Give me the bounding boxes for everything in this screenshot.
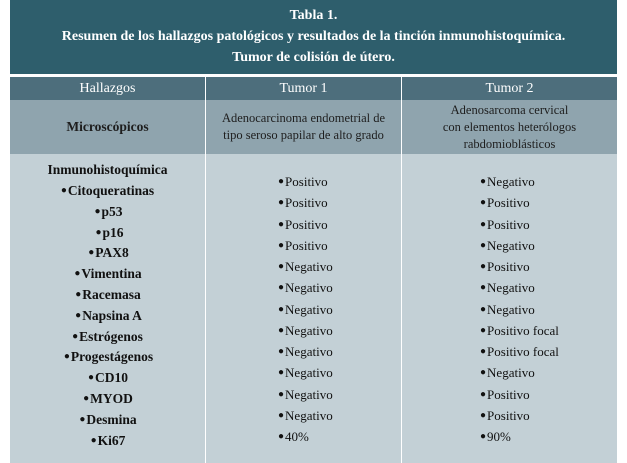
ihc-marker-name: PAX8	[95, 245, 129, 261]
bullet-icon: ●	[83, 392, 90, 404]
bullet-icon: ●	[278, 197, 285, 209]
tumor-1-result-row	[278, 192, 333, 213]
bullet-icon: ●	[278, 409, 285, 421]
tumor-1-result-value: 40%	[285, 429, 309, 444]
bullet-icon: ●	[480, 282, 487, 294]
tumor-2-result-value: Positivo focal	[487, 322, 559, 338]
tumor-1-result-value: Negativo	[285, 280, 333, 296]
tumor-1-result-row	[278, 384, 333, 405]
ihc-marker-name: p53	[101, 203, 123, 219]
ihc-marker-row	[10, 201, 205, 222]
tumor-1-result-value: Positivo	[285, 174, 328, 189]
ihc-marker-row	[10, 180, 205, 201]
tumor-1-result-row	[278, 171, 333, 192]
bullet-icon: ●	[480, 346, 487, 357]
tumor-2-result-row	[480, 362, 559, 383]
bullet-icon: ●	[480, 218, 487, 230]
ihc-marker-row	[10, 263, 205, 284]
table-title-bar	[10, 0, 617, 74]
tumor-1-result-value: Positivo	[285, 195, 328, 211]
bullet-icon: ●	[480, 324, 487, 336]
ihc-marker-name: Ki67	[97, 432, 126, 448]
tumor-2-result-value: Positivo	[487, 195, 530, 211]
tumor-1-result-row	[278, 235, 333, 256]
bullet-icon: ●	[75, 309, 82, 321]
bullet-icon: ●	[278, 218, 285, 230]
tumor-1-result-value: Positivo	[285, 237, 328, 253]
table-subcaption: Tumor de colisión de útero.	[232, 50, 395, 65]
bullet-icon: ●	[278, 367, 285, 379]
tumor-2-result-row	[480, 384, 559, 405]
ihc-marker-row	[10, 388, 205, 409]
tumor-2-result-value: Positivo focal	[487, 344, 559, 359]
tumor-1-result-value: Negativo	[285, 322, 333, 338]
microscopic-label: Microscópicos	[66, 119, 149, 134]
ihc-marker-row	[10, 242, 205, 263]
microscopic-tumor-1-cell	[206, 100, 401, 154]
bullet-icon: ●	[88, 247, 95, 259]
tumor-2-result-row	[480, 192, 559, 213]
bullet-icon: ●	[278, 176, 285, 187]
bullet-icon: ●	[480, 176, 487, 187]
bullet-icon: ●	[95, 226, 102, 238]
bullet-icon: ●	[278, 431, 285, 442]
ihc-marker-row	[10, 430, 205, 451]
tumor-2-result-row	[480, 299, 559, 320]
tumor-1-result-row	[278, 341, 333, 362]
ihc-marker-name: Progestágenos	[70, 349, 154, 365]
bullet-icon: ●	[278, 239, 285, 251]
ihc-marker-row	[10, 367, 205, 388]
tumor-2-result-value: 90%	[487, 429, 511, 444]
tumor-2-result-row	[480, 235, 559, 256]
bullet-icon: ●	[74, 268, 81, 280]
ihc-marker-row	[10, 346, 205, 367]
tumor-2-result-value: Positivo	[487, 386, 530, 402]
microscopic-tumor-1-line: tipo seroso papilar de alto grado	[223, 128, 384, 142]
tumor-1-result-row	[278, 362, 333, 383]
tumor-1-result-row	[278, 256, 333, 277]
tumor-2-result-row	[480, 341, 559, 362]
microscopic-label-cell	[10, 100, 205, 154]
bullet-icon: ●	[480, 261, 487, 272]
bullet-icon: ●	[63, 351, 70, 363]
bullet-icon: ●	[480, 388, 487, 400]
bullet-icon: ●	[278, 388, 285, 400]
tumor-1-result-value: Negativo	[285, 344, 333, 359]
bullet-icon: ●	[278, 282, 285, 294]
column-header-hallazgos: Hallazgos	[10, 77, 205, 100]
tumor-2-result-row	[480, 256, 559, 277]
ihc-marker-name: Vimentina	[81, 266, 142, 282]
ihc-marker-row	[10, 222, 205, 243]
bullet-icon: ●	[90, 434, 97, 446]
microscopic-tumor-2-line: rabdomioblásticos	[463, 136, 556, 151]
column-header-tumor-2: Tumor 2	[402, 77, 617, 100]
tumor-1-results-cell	[206, 154, 401, 463]
bullet-icon: ●	[480, 367, 487, 379]
ihc-marker-row	[10, 409, 205, 430]
tumor-2-result-row	[480, 405, 559, 426]
table-caption: Resumen de los hallazgos patológicos y resultados de la tinción inmunohistoquímica.	[61, 29, 566, 44]
ihc-marker-name: Desmina	[86, 411, 137, 427]
tumor-1-result-row	[278, 405, 333, 426]
tumor-1-results-list	[278, 171, 333, 447]
ihc-marker-row	[10, 305, 205, 326]
tumor-1-result-value: Negativo	[285, 301, 333, 317]
ihc-marker-list	[10, 159, 205, 450]
bullet-icon: ●	[480, 409, 487, 421]
tumor-2-result-value: Negativo	[487, 301, 535, 317]
table-number: Tabla 1.	[289, 8, 338, 23]
bullet-icon: ●	[75, 288, 82, 300]
bullet-icon: ●	[79, 413, 86, 425]
tumor-2-result-row	[480, 426, 559, 447]
ihc-marker-name: p16	[102, 224, 124, 240]
bullet-icon: ●	[72, 330, 79, 342]
ihc-marker-name: Racemasa	[82, 286, 141, 302]
ihc-marker-name: MYOD	[90, 390, 133, 406]
microscopic-tumor-1-line: Adenocarcinoma endometrial de	[221, 111, 386, 125]
ihc-title: Inmunohistoquímica	[47, 162, 168, 177]
bullet-icon: ●	[480, 431, 487, 442]
bullet-icon: ●	[87, 372, 95, 384]
bullet-icon: ●	[94, 205, 101, 217]
ihc-marker-name: Napsina A	[82, 307, 142, 323]
bullet-icon: ●	[278, 303, 285, 315]
tumor-2-results-list	[480, 171, 559, 447]
ihc-markers-cell	[10, 154, 205, 463]
tumor-1-result-value: Negativo	[285, 365, 333, 381]
tumor-1-result-row	[278, 214, 333, 235]
tumor-1-result-value: Negativo	[285, 386, 333, 402]
bullet-icon: ●	[278, 324, 285, 336]
tumor-2-result-value: Negativo	[487, 237, 535, 253]
bullet-icon: ●	[480, 239, 487, 251]
tumor-1-result-value: Positivo	[285, 216, 328, 232]
ihc-marker-name: Citoqueratinas	[67, 183, 155, 198]
tumor-1-result-row	[278, 426, 333, 447]
column-header-tumor-1: Tumor 1	[206, 77, 401, 100]
bullet-icon: ●	[480, 303, 487, 315]
tumor-2-result-row	[480, 171, 559, 192]
tumor-1-result-row	[278, 320, 333, 341]
tumor-2-result-row	[480, 320, 559, 341]
bullet-icon: ●	[480, 197, 487, 209]
microscopic-tumor-2-line: con elementos heterólogos	[442, 119, 577, 134]
tumor-2-result-value: Negativo	[487, 365, 535, 381]
bullet-icon: ●	[278, 346, 285, 357]
ihc-marker-row	[10, 284, 205, 305]
microscopic-tumor-2-cell	[402, 100, 617, 154]
ihc-marker-name: CD10	[95, 370, 129, 386]
tumor-1-result-value: Negativo	[285, 407, 333, 423]
tumor-1-result-row	[278, 299, 333, 320]
tumor-2-result-value: Positivo	[487, 216, 530, 232]
tumor-2-result-row	[480, 277, 559, 298]
tumor-1-result-value: Negativo	[285, 259, 333, 274]
tumor-2-results-cell	[402, 154, 617, 463]
tumor-1-result-row	[278, 277, 333, 298]
tumor-2-result-value: Positivo	[487, 407, 530, 423]
tumor-2-result-value: Negativo	[487, 174, 535, 189]
tumor-2-result-value: Positivo	[487, 259, 530, 274]
tumor-2-result-value: Negativo	[487, 280, 535, 296]
bullet-icon: ●	[60, 185, 67, 196]
bullet-icon: ●	[278, 261, 285, 272]
tumor-2-result-row	[480, 214, 559, 235]
ihc-marker-name: Estrógenos	[79, 328, 143, 344]
microscopic-tumor-2-line: Adenosarcoma cervical	[450, 102, 569, 117]
ihc-marker-row	[10, 326, 205, 347]
